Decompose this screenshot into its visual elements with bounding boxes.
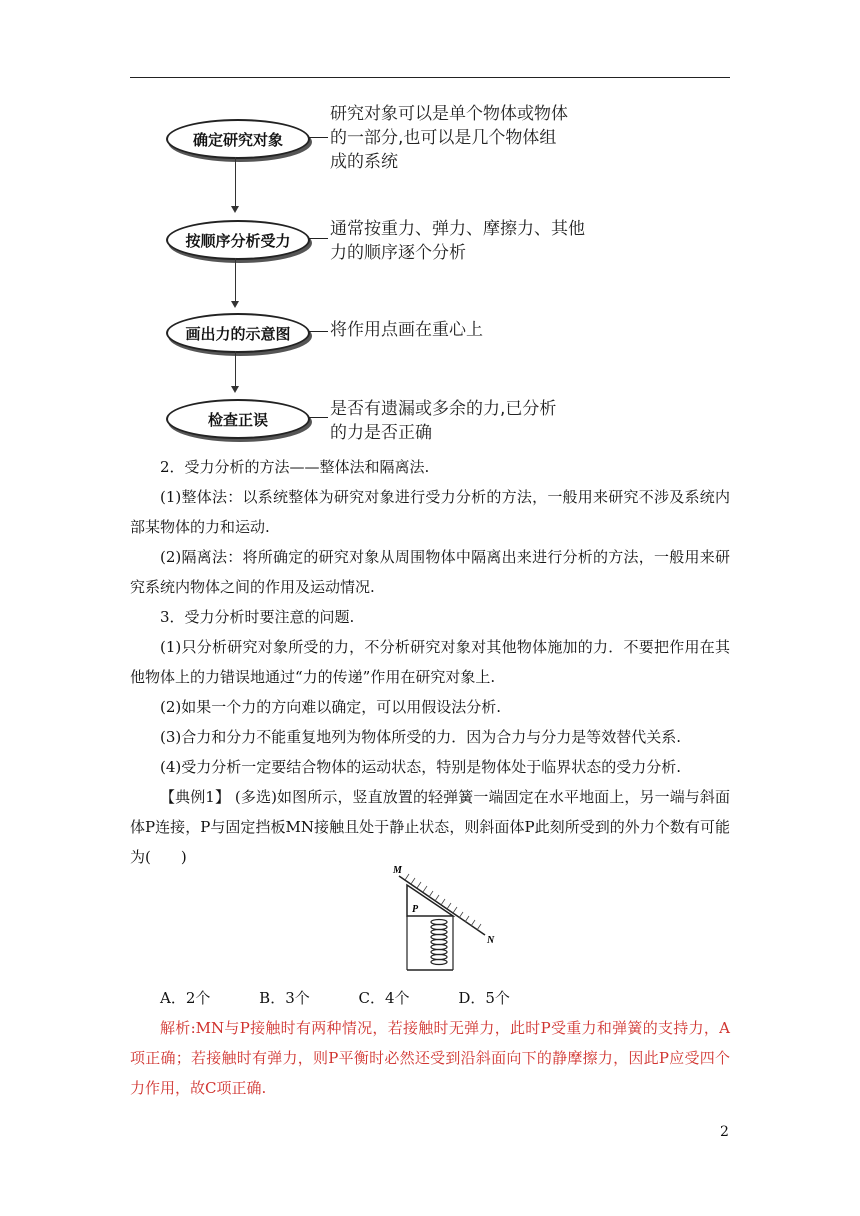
flow-diagram bbox=[0, 0, 860, 460]
incline-spring-figure bbox=[385, 860, 505, 980]
flow-arrowhead bbox=[231, 206, 239, 213]
flow-step-3-desc bbox=[330, 318, 600, 342]
analysis-body: MN与P接触时有两种情况，若接触时无弹力，此时P受重力和弹簧的支持力，A项正确；若接触时有弹力，则P平衡时必然还受到沿斜面向下的静摩擦力，因此P应受四个力作用，故C项正确. bbox=[130, 1019, 730, 1097]
option-d: D．5个 bbox=[458, 989, 510, 1007]
label-m: M bbox=[393, 865, 402, 876]
flow-step-1-desc-line: 的一部分,也可以是几个物体组 bbox=[330, 128, 557, 148]
section-2-item-2: (2)隔离法：将所确定的研究对象从周围物体中隔离出来进行分析的方法，一般用来研究系统内物体之间的作用及运动情况. bbox=[130, 548, 730, 596]
flow-step-4-connector bbox=[308, 417, 328, 418]
flow-step-2-oval bbox=[166, 220, 310, 260]
example-tag: 【典例1】 bbox=[160, 788, 231, 806]
flow-step-3-connector bbox=[308, 331, 328, 332]
flow-step-1-desc-line: 成的系统 bbox=[330, 152, 398, 172]
analysis-label: 解析: bbox=[160, 1019, 196, 1037]
flow-step-2-desc-line: 力的顺序逐个分析 bbox=[330, 243, 466, 263]
flow-step-1-oval bbox=[166, 119, 310, 159]
answer-options bbox=[160, 985, 554, 1011]
section-2-heading: 2．受力分析的方法——整体法和隔离法. bbox=[160, 458, 430, 476]
flow-step-2-desc bbox=[330, 217, 600, 265]
flow-arrowhead bbox=[231, 386, 239, 393]
section-3-item-2: (2)如果一个力的方向难以确定，可以用假设法分析. bbox=[160, 698, 502, 716]
flow-step-1-desc bbox=[330, 102, 600, 174]
section-3-item-1: (1)只分析研究对象所受的力，不分析研究对象对其他物体施加的力．不要把作用在其他物体上的力错误地通过“力的传递”作用在研究对象上. bbox=[130, 638, 730, 686]
label-p: P bbox=[412, 904, 419, 915]
section-3-item-4: (4)受力分析一定要结合物体的运动状态，特别是物体处于临界状态的受力分析. bbox=[160, 758, 682, 776]
flow-step-4-oval bbox=[166, 399, 310, 439]
flow-step-3-oval bbox=[166, 313, 310, 353]
option-a: A．2个 bbox=[160, 989, 211, 1007]
page-number: 2 bbox=[720, 1124, 729, 1140]
flow-arrow-line bbox=[235, 157, 236, 207]
section-3-item-3: (3)合力和分力不能重复地列为物体所受的力．因为合力与分力是等效替代关系. bbox=[160, 728, 682, 746]
option-b: B．3个 bbox=[259, 989, 310, 1007]
flow-step-2-desc-line: 通常按重力、弹力、摩擦力、其他 bbox=[330, 219, 585, 239]
label-n: N bbox=[487, 935, 495, 946]
flow-step-2-connector bbox=[308, 238, 328, 239]
flow-arrowhead bbox=[231, 301, 239, 308]
flow-step-4-desc-line: 是否有遗漏或多余的力,已分析 bbox=[330, 399, 557, 419]
flow-step-1-connector bbox=[308, 137, 328, 138]
flow-step-4-desc-line: 的力是否正确 bbox=[330, 423, 432, 443]
spring bbox=[431, 920, 447, 965]
flow-step-3-label: 画出力的示意图 bbox=[185, 324, 291, 343]
flow-arrow-line bbox=[235, 258, 236, 302]
flow-step-1-label: 确定研究对象 bbox=[192, 130, 283, 149]
section-2-item-1: (1)整体法：以系统整体为研究对象进行受力分析的方法，一般用来研究不涉及系统内部某物体的力和运动. bbox=[130, 488, 730, 536]
flow-step-2-label: 按顺序分析受力 bbox=[185, 231, 291, 250]
example-question bbox=[130, 782, 730, 872]
section-3-heading: 3．受力分析时要注意的问题. bbox=[160, 608, 355, 626]
flow-step-4-desc bbox=[330, 397, 600, 445]
analysis bbox=[130, 1013, 730, 1103]
flow-arrow-line bbox=[235, 351, 236, 387]
flow-step-4-label: 检查正误 bbox=[207, 410, 268, 429]
example-body: (多选)如图所示，竖直放置的轻弹簧一端固定在水平地面上，另一端与斜面体P连接，P与固定挡板MN接触且处于静止状态，则斜面体P此刻所受到的外力个数有可能为( ) bbox=[130, 788, 730, 866]
option-c: C．4个 bbox=[358, 989, 410, 1007]
flow-step-1-desc-line: 研究对象可以是单个物体或物体 bbox=[330, 104, 568, 124]
flow-step-3-desc-line: 将作用点画在重心上 bbox=[330, 320, 483, 340]
